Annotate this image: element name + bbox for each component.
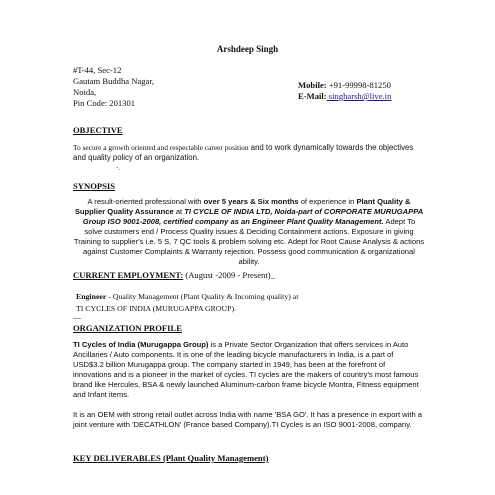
mobile-line [298, 80, 391, 91]
objective-text-a: To secure a growth oriented and respectable career position [73, 143, 249, 152]
email-line [298, 91, 391, 102]
role-title: Engineer [76, 292, 107, 301]
address-line: Noida, [73, 87, 97, 97]
contact-block [298, 80, 391, 102]
synopsis-part: Adept To solve customers end / Process Quality issues & Deciding Containment actions. Exposure in giving Training to supplier's i.e. 5 S, 7 QC tools & problem solving etc. Adept for Root Cause Analysis & actions against Customer Complaints & Warranty rejection. Possess good communication & organizational ability. [73, 217, 425, 266]
dash-mark: __ [73, 311, 81, 320]
key-deliverables-heading: KEY DELIVERABLES (Plant Quality Management) [73, 453, 269, 463]
address-line: Gautam Buddha Nagar, [73, 76, 155, 86]
organization-profile-heading: ORGANIZATION PROFILE [73, 323, 182, 333]
objective-heading: OBJECTIVE [73, 125, 123, 135]
synopsis-text [73, 197, 425, 267]
mobile-value: +91-99998-81250 [326, 80, 391, 90]
address-line: Pin Code: 201301 [73, 98, 136, 108]
email-link[interactable]: singharsh@live.in [326, 91, 392, 101]
company-line: TI CYCLES OF INDIA (MURUGAPPA GROUP). [76, 304, 237, 313]
synopsis-part: A result-oriented professional with [87, 197, 204, 206]
address-block [73, 65, 154, 109]
org-name: TI Cycles of India (Murugappa Group) [73, 340, 209, 349]
organization-profile-text [73, 340, 425, 400]
synopsis-part: of experience in [298, 197, 357, 206]
address-line: #T-44, Sec-12 [73, 65, 122, 75]
organization-profile-text-2: It is an OEM with strong retail outlet across India with name 'BSA GO'. It has a presence in export with a joint venture with 'DECATHLON' (France based Company).TI Cycles is an ISO 9001-2008, company. [73, 410, 422, 429]
objective-text [73, 143, 425, 163]
objective-text-b: and to work dynamically towards the objectives and quality policy of an organization. [73, 143, 414, 162]
org-desc: is a Private Sector Organization that offers services in Auto Ancillaries / Auto components. It is one of the leading bicycle manufacturers in India, is a part of USD$3.2 billion Murugappa group. The company started in 1949, has been at the forefront of innovations and is a pioneer in the market of cycles. TI cycles are the makers of country's most famous brand like Hercules, BSA & newly launched Aluminum-carbon frame bicycle Montra, Fitness equipment and Infant items. [73, 340, 419, 399]
employment-period: (August -2009 - Present) [183, 270, 271, 280]
role-block [76, 291, 298, 315]
employment-trail: _ [270, 270, 275, 280]
role-line [76, 291, 298, 303]
stray-mark: -. [116, 165, 121, 172]
current-employment-heading: CURRENT EMPLOYMENT: [73, 270, 184, 280]
synopsis-bold-italic: TI CYCLE OF INDIA LTD, Noida-part of CORPORATE MURUGAPPA Group ISO 9001-2008, certified company as an Engineer Plant Quality Management. [82, 207, 424, 226]
synopsis-bold: over 5 years & Six months [203, 197, 299, 206]
role-desc: - Quality Management (Plant Quality & Incoming quality) at [106, 292, 299, 301]
synopsis-heading: SYNOPSIS [73, 181, 116, 191]
candidate-name: Arshdeep Singh [216, 44, 279, 54]
current-employment-line [73, 270, 275, 280]
mobile-label: Mobile: [298, 80, 327, 90]
synopsis-part: at [173, 207, 185, 216]
email-label: E-Mail: [298, 91, 327, 101]
synopsis-bold: Plant Quality & Supplier Quality Assurance [74, 197, 411, 216]
